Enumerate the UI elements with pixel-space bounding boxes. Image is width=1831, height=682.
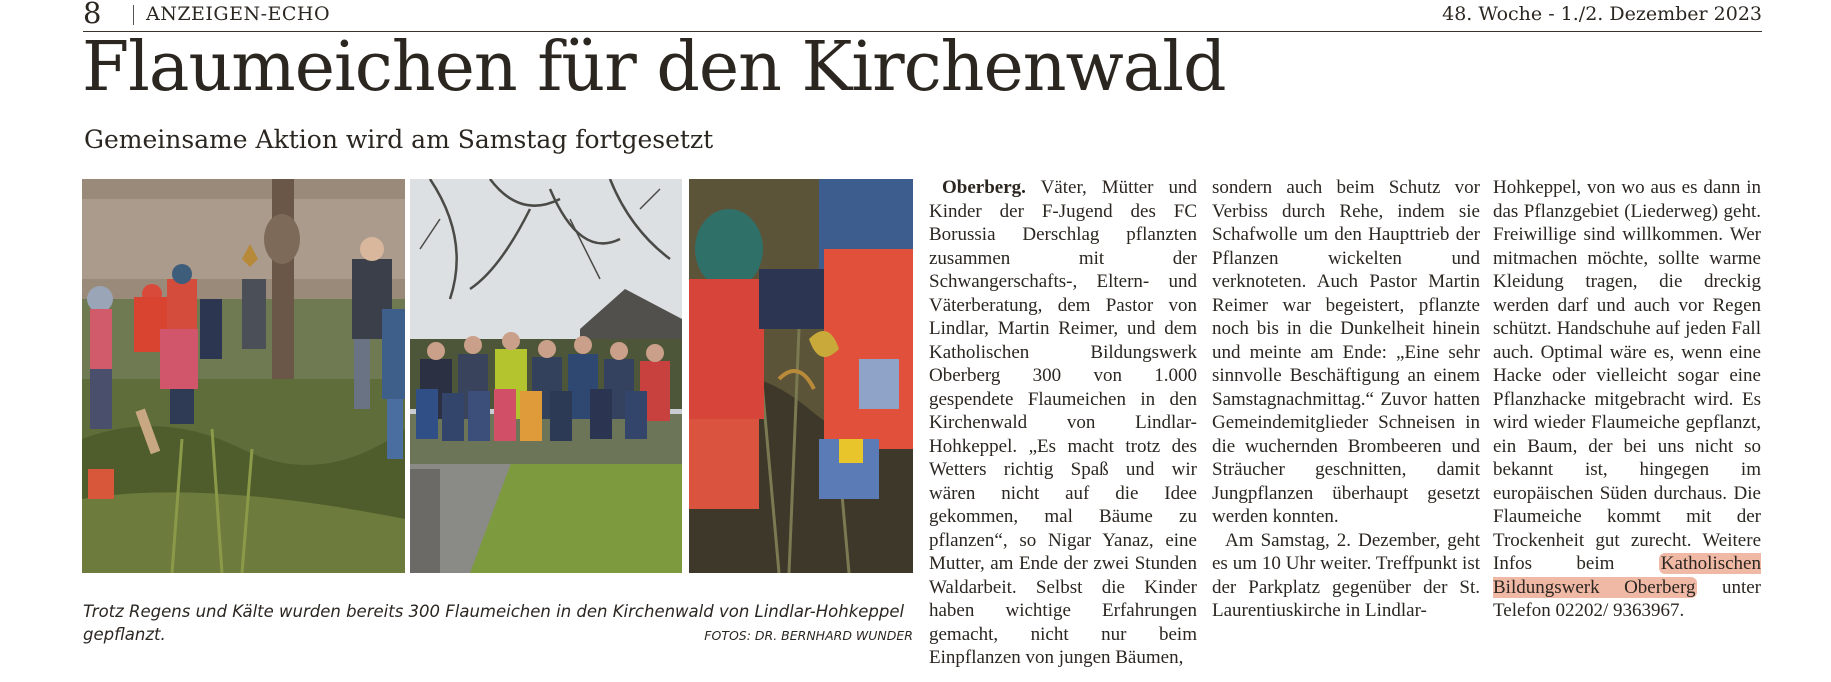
- issue-date: 48. Woche - 1./2. Dezember 2023: [1442, 3, 1762, 25]
- page-number: 8: [83, 0, 102, 30]
- article-subheadline: Gemeinsame Aktion wird am Samstag fortgesetzt: [84, 125, 714, 154]
- highlighted-organization: Katholischen Bildungswerk Oberberg: [1493, 553, 1761, 598]
- column-3-phone-text: unter Telefon 02202/ 9363967.: [1493, 576, 1761, 621]
- article-column-3: [1493, 176, 1761, 623]
- column-2-paragraph-2: Am Samstag, 2. Dezember, geht es um 10 Uhr weiter. Treffpunkt ist der Parkplatz gegenüber der St. Laurentiuskirche in Lindlar-: [1212, 529, 1480, 621]
- article-column-1: [929, 176, 1197, 670]
- photo-caption: Trotz Regens und Kälte wurden bereits 300 Flaumeichen in den Kirchenwald von Lindlar-Hohkeppel gepflanzt.: [83, 602, 905, 644]
- column-3-text: Hohkeppel, von wo aus es dann in das Pflanzgebiet (Liederweg) geht. Freiwillige sind willkommen. Wer mitmachen möchte, sollte warme Kleidung tragen, die dreckig werden darf und auch vor Regen schützt. Handschuhe auf jeden Fall auch. Optimal wäre es, wenn eine Hacke oder vielleicht sogar eine Pflanzhacke mitgebracht wird. Es wird wieder Flaumeiche gepflanzt, ein Baum, der bei uns nicht so bekannt ist, hingegen im europäischen Süden durchaus. Die Flaumeiche kommt mit der Trockenheit gut zurecht. Weitere Infos beim: [1493, 177, 1761, 574]
- photo-credit: FOTOS: DR. BERNHARD WUNDER: [704, 628, 913, 643]
- article-headline: Flaumeichen für den Kirchenwald: [82, 28, 1226, 107]
- section-name: ANZEIGEN-ECHO: [146, 3, 331, 25]
- photo-planting-forest: [82, 179, 405, 573]
- column-2-paragraph-1: sondern auch beim Schutz vor Verbiss durch Rehe, indem sie Schafwolle um den Haupttrieb der Pflanzen wickelten und verknoteten. Auch Pastor Martin Reimer war begeistert, pflanzte noch bis in die Dunkelheit hinein und meinte am Ende: „Eine sehr sinnvolle Beschäftigung an einem Samstagnachmittag.“ Zuvor hatten Gemeindemitglieder Schneisen in die wuchernden Brombeeren und Sträucher geschnitten, damit Jungpflanzen überhaupt gesetzt werden konnten.: [1212, 177, 1480, 527]
- column-1-text: Väter, Mütter und Kinder der F-Jugend des FC Borussia Derschlag pflanzten zusammen mit der Schwangerschafts-, Eltern- und Väterberatung, dem Pastor von Lindlar, Martin Reimer, und dem Katholischen Bildungswerk Oberberg 300 von 1.000 gespendete Flaumeichen in den Kirchenwald von Lindlar-Hohkeppel. „Es macht trotz des Wetters richtig Spaß und wir wären nicht auf die Idee gekommen, mal Bäume zu pflanzen“, so Nigar Yanaz, eine Mutter, am Ende der zwei Stunden Waldarbeit. Selbst die Kinder haben wichtige Erfahrungen gemacht, nicht nur beim Einpflanzen von jungen Bäumen,: [929, 177, 1197, 668]
- article-column-2: [1212, 176, 1480, 623]
- photo-group: [410, 179, 682, 573]
- dateline: Oberberg.: [942, 177, 1026, 198]
- header-divider: [133, 5, 134, 25]
- photo-planting-closeup: [689, 179, 913, 573]
